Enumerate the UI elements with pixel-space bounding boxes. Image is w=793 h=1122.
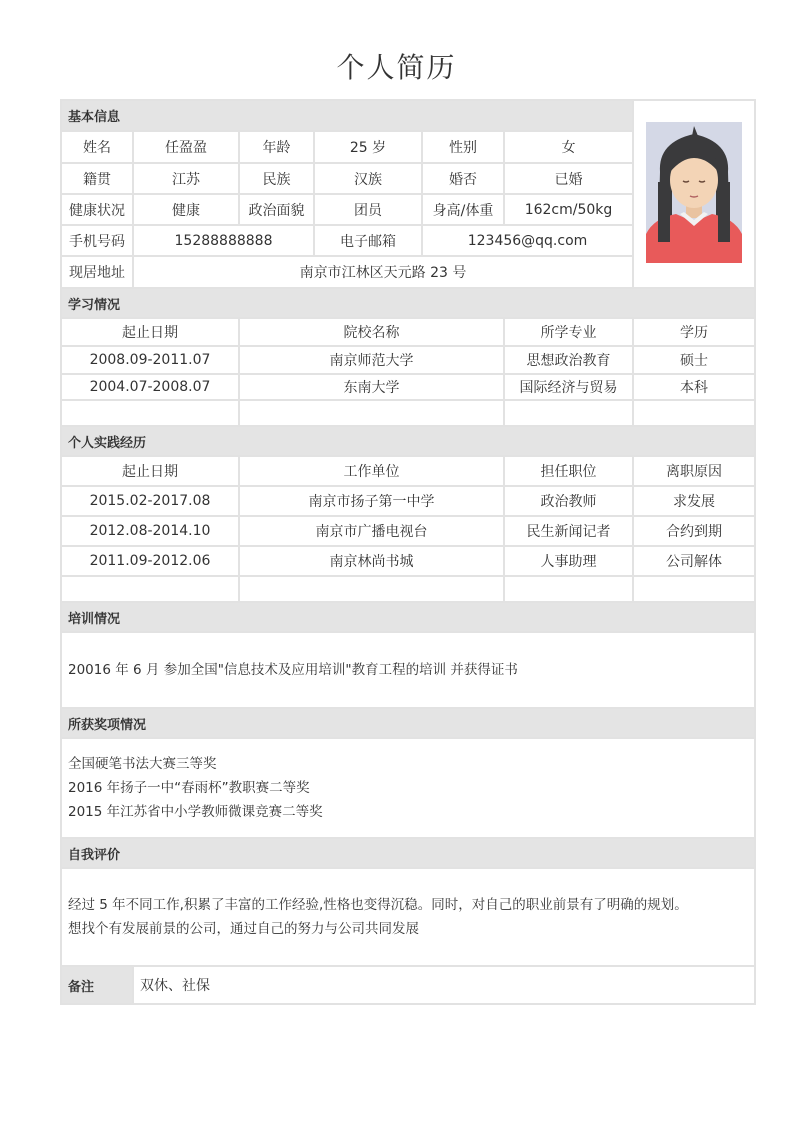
phone-label: 手机号码 [61, 225, 133, 256]
awards-list [61, 738, 755, 838]
section-training: 培训情况 [61, 602, 755, 632]
edu-empty-cell [504, 400, 633, 426]
edu-empty-cell [239, 400, 504, 426]
gender-label: 性别 [422, 131, 504, 163]
training-text: 20016 年 6 月 参加全国"信息技术及应用培训"教育工程的培训 并获得证书 [61, 632, 755, 708]
resume-table [60, 99, 756, 1005]
edu-cell: 思想政治教育 [504, 346, 633, 374]
note-label: 备注 [61, 966, 133, 1004]
exp-cell: 民生新闻记者 [504, 516, 633, 546]
award-item: 2016 年扬子一中“春雨杯”教职赛二等奖 [68, 780, 310, 796]
edu-cell: 本科 [633, 374, 755, 400]
exp-cell: 2012.08-2014.10 [61, 516, 239, 546]
edu-cell: 国际经济与贸易 [504, 374, 633, 400]
marital-value: 已婚 [504, 163, 633, 194]
marital-label: 婚否 [422, 163, 504, 194]
exp-cell: 2011.09-2012.06 [61, 546, 239, 576]
height-weight-value: 162cm/50kg [504, 194, 633, 225]
exp-header: 工作单位 [239, 456, 504, 486]
section-basic-info: 基本信息 [61, 100, 633, 131]
self-evaluation-text [61, 868, 755, 966]
exp-empty-cell [504, 576, 633, 602]
exp-header: 离职原因 [633, 456, 755, 486]
political-value: 团员 [314, 194, 422, 225]
note-value: 双休、社保 [133, 966, 755, 1004]
exp-cell: 求发展 [633, 486, 755, 516]
address-label: 现居地址 [61, 256, 133, 288]
photo-cell [633, 100, 755, 288]
phone-value: 15288888888 [133, 225, 314, 256]
exp-cell: 公司解体 [633, 546, 755, 576]
address-value: 南京市江林区天元路 23 号 [133, 256, 633, 288]
exp-cell: 2015.02-2017.08 [61, 486, 239, 516]
ethnicity-label: 民族 [239, 163, 314, 194]
age-label: 年龄 [239, 131, 314, 163]
edu-cell: 2004.07-2008.07 [61, 374, 239, 400]
exp-cell: 政治教师 [504, 486, 633, 516]
age-value: 25 岁 [314, 131, 422, 163]
edu-cell: 南京师范大学 [239, 346, 504, 374]
origin-label: 籍贯 [61, 163, 133, 194]
edu-header: 学历 [633, 318, 755, 346]
exp-empty-cell [239, 576, 504, 602]
award-item: 2015 年江苏省中小学教师微课竞赛二等奖 [68, 804, 323, 820]
exp-cell: 南京市扬子第一中学 [239, 486, 504, 516]
exp-cell: 人事助理 [504, 546, 633, 576]
section-self-evaluation: 自我评价 [61, 838, 755, 868]
edu-empty-cell [633, 400, 755, 426]
exp-cell: 南京市广播电视台 [239, 516, 504, 546]
gender-value: 女 [504, 131, 633, 163]
section-experience: 个人实践经历 [61, 426, 755, 456]
health-value: 健康 [133, 194, 239, 225]
email-label: 电子邮箱 [314, 225, 422, 256]
health-label: 健康状况 [61, 194, 133, 225]
origin-value: 江苏 [133, 163, 239, 194]
exp-empty-cell [633, 576, 755, 602]
section-education: 学习情况 [61, 288, 755, 318]
section-awards: 所获奖项情况 [61, 708, 755, 738]
ethnicity-value: 汉族 [314, 163, 422, 194]
page-title: 个人简历 [336, 51, 457, 84]
edu-header: 院校名称 [239, 318, 504, 346]
exp-header: 担任职位 [504, 456, 633, 486]
exp-empty-cell [61, 576, 239, 602]
height-weight-label: 身高/体重 [422, 194, 504, 225]
self-eval-line: 经过 5 年不同工作,积累了丰富的工作经验,性格也变得沉稳。同时，对自己的职业前景有了明确的规划。 [68, 897, 688, 913]
exp-cell: 南京林尚书城 [239, 546, 504, 576]
female-avatar-icon [646, 122, 742, 263]
edu-header: 所学专业 [504, 318, 633, 346]
email-value: 123456@qq.com [422, 225, 633, 256]
edu-empty-cell [61, 400, 239, 426]
political-label: 政治面貌 [239, 194, 314, 225]
edu-cell: 硕士 [633, 346, 755, 374]
exp-cell: 合约到期 [633, 516, 755, 546]
self-eval-line: 想找个有发展前景的公司，通过自己的努力与公司共同发展 [68, 921, 419, 937]
name-label: 姓名 [61, 131, 133, 163]
edu-cell: 2008.09-2011.07 [61, 346, 239, 374]
award-item: 全国硬笔书法大赛三等奖 [68, 756, 217, 772]
name-value: 任盈盈 [133, 131, 239, 163]
exp-header: 起止日期 [61, 456, 239, 486]
edu-header: 起止日期 [61, 318, 239, 346]
edu-cell: 东南大学 [239, 374, 504, 400]
